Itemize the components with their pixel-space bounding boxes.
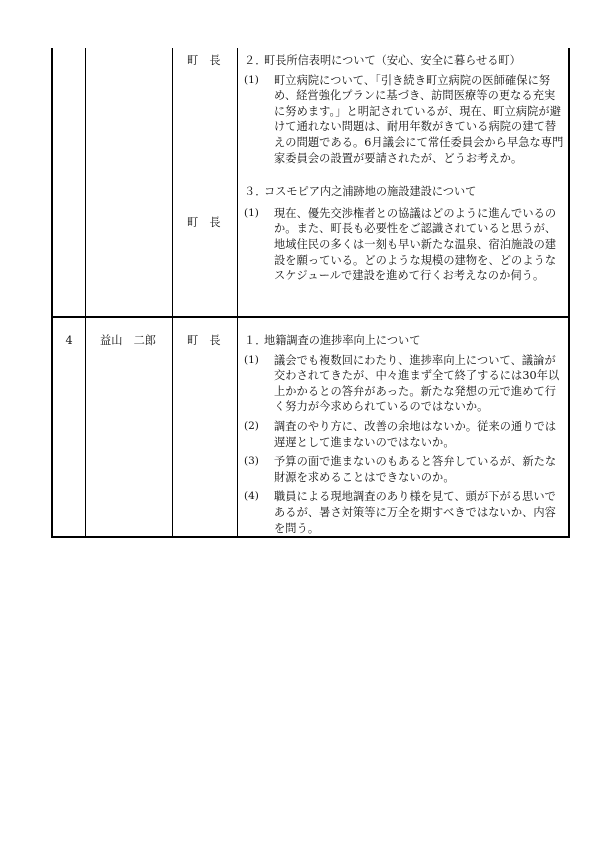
topic-number: １． [244,334,267,347]
topic-number: ２． [244,54,267,67]
item-text: 議会でも複数回にわたり、進捗率向上について、議論が交わされてきたが、中々進まず全て終了するには30年以上かかるとの答弁があった。新たな発想の元で進めて行く努力が今求められているのではないか。 [274,353,560,414]
topic-title: コスモピア内之浦跡地の施設建設について [264,185,477,199]
questioner-name: 益山 二郎 [100,334,156,347]
topic-block [238,184,568,284]
item-number: (4) [244,490,259,503]
question-table [51,48,570,538]
list-item [238,419,568,450]
row-number [53,48,85,63]
item-text: 職員による現地調査のあり様を見て、頭が下がる思いであるが、暑さ対策等に万全を期すべきではないか、内容を問う。 [274,490,556,535]
list-item [238,454,568,485]
topic-block [238,318,568,536]
list-item [238,73,568,167]
question-content-cell [238,317,570,537]
row-number: 4 [65,334,73,347]
item-number: (1) [244,353,259,366]
list-item [238,206,568,284]
list-item [238,489,568,536]
topic-title: 地籍調査の進捗率向上について [264,334,421,347]
topic-heading [238,333,568,349]
questioner-name [86,48,172,63]
row-number-cell [52,317,86,537]
item-number: (2) [244,419,259,432]
answerer-cell [173,317,238,537]
item-text: 予算の面で進まないのもあると答弁しているが、新たな財源を求めることはできないのか。 [274,455,557,484]
topic-heading [238,53,568,69]
answerer-label: 町 長 [187,216,221,229]
item-text: 現在、優先交渉権者との協議はどのように進んでいるのか。また、町長も必要性をご認識されていると思うが、地域住民の多くは一刻も早い新たな温泉、宿泊施設の建設を願っている。どのような規模の建物を、どのようなスケジュールで建設を進めて行くお考えなのか伺う。 [274,206,557,283]
topic-number: ３． [244,185,267,199]
topic-block [238,48,568,166]
question-content-cell [238,48,570,317]
item-number: (1) [244,73,259,86]
answerer-label: 町 長 [187,54,221,67]
item-number: (1) [244,206,259,219]
questioner-cell [86,317,173,537]
answerer-cell [173,48,238,317]
list-item [238,353,568,415]
table-row [52,317,569,537]
item-text: 町立病院について、「引き続き町立病院の医師確保に努め、経営強化プランに基づき、訪問医療等の更なる充実に努めます。」と明記されているが、現在、町立病院が避けて通れない問題は、耐用年数がきている病院の建て替えの問題である。6月議会にて常任委員会から早急な専門家委員会の設置が要請されたが、どうお考えか。 [274,73,564,165]
row-number-cell [52,48,86,317]
answerer-label: 町 長 [187,334,221,347]
questioner-cell [86,48,173,317]
topic-heading [238,184,568,200]
item-number: (3) [244,455,259,468]
topic-title: 町長所信表明について（安心、安全に暮らせる町） [264,54,521,67]
table-row [52,48,569,317]
item-text: 調査のやり方に、改善の余地はないか。従来の通りでは遅遅として進まないのではないか。 [274,419,557,449]
